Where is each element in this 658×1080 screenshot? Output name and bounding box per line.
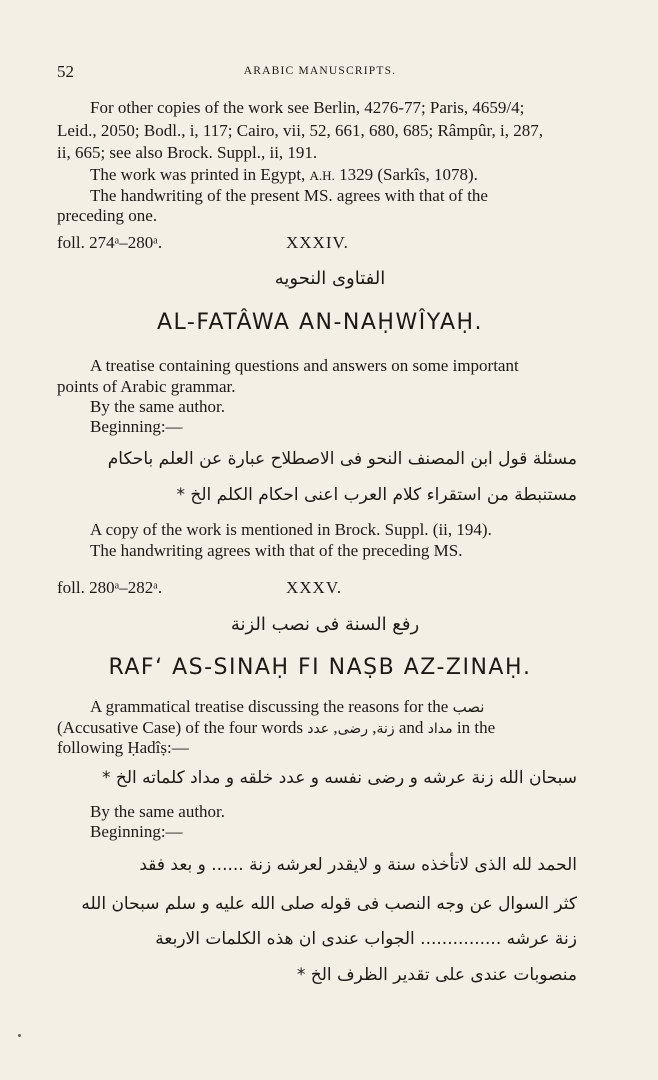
section-numeral: XXXV. bbox=[286, 578, 343, 597]
intro-line: The handwriting of the present MS. agrees with that of the bbox=[90, 186, 488, 205]
arabic-text-line: منصوبات عندى على تقدير الظرف الخ * bbox=[296, 965, 577, 985]
section-numeral: XXXIV. bbox=[286, 233, 349, 252]
description-line: A treatise containing questions and answers on some important bbox=[90, 356, 519, 375]
intro-line: ii, 665; see also Brock. Suppl., ii, 191. bbox=[57, 143, 318, 162]
section-title: AL-FATÂWA AN-NAḤWÎYAḤ. bbox=[156, 310, 484, 335]
arabic-title: رفع السنة فى نصب الزنة bbox=[230, 614, 420, 635]
description-text: A grammatical treatise discussing the reasons for the bbox=[90, 697, 449, 716]
arabic-text-line: كثر السوال عن وجه النصب فى قوله صلى الله عليه و سلم سبحان الله bbox=[81, 894, 577, 914]
description-text: and bbox=[398, 718, 424, 737]
section-title: RAF‘ AS-SINAḤ FI NAṢB AZ-ZINAḤ. bbox=[108, 655, 532, 680]
description-line: (Accusative Case) of the four words زنة, رضى, عدد and مداد in the bbox=[57, 718, 496, 737]
description-text: in the bbox=[456, 718, 496, 737]
running-head bbox=[57, 62, 583, 82]
page-number: 52 bbox=[57, 62, 74, 81]
description-line: points of Arabic grammar. bbox=[57, 377, 236, 396]
note-line: A copy of the work is mentioned in Brock. Suppl. (ii, 194). bbox=[90, 520, 492, 539]
arabic-title: الفتاوى النحويه bbox=[274, 268, 386, 289]
folio-reference: foll. 280ᵃ–282ᵃ. bbox=[57, 578, 163, 597]
arabic-hadith: سبحان الله زنة عرشه و رضى نفسه و عدد خلقه و مداد كلماته الخ * bbox=[101, 768, 577, 788]
arabic-text-line: مستنبطة من استقراء كلام العرب اعنى احكام الكلم الخ * bbox=[176, 485, 577, 505]
running-title: ARABIC MANUSCRIPTS. bbox=[243, 65, 397, 77]
description-line bbox=[90, 697, 484, 717]
arabic-text-line: الحمد لله الذى لاتأخذه سنة و لايقدر لعرشه زنة ...... و بعد فقد bbox=[139, 855, 577, 875]
intro-line: Leid., 2050; Bodl., i, 117; Cairo, vii, 52, 661, 680, 685; Râmpûr, i, 287, bbox=[57, 121, 544, 140]
note-line: The handwriting agrees with that of the preceding MS. bbox=[90, 541, 463, 560]
arabic-word: مداد bbox=[427, 721, 453, 737]
arabic-word: رضى bbox=[337, 721, 368, 737]
intro-text: 1329 (Sarkîs, 1078). bbox=[334, 165, 478, 184]
arabic-word: عدد bbox=[307, 721, 330, 737]
intro-line: For other copies of the work see Berlin, 4276-77; Paris, 4659/4; bbox=[90, 98, 525, 117]
intro-text: The work was printed in Egypt, bbox=[90, 165, 310, 184]
arabic-text-line: مسئلة قول ابن المصنف النحو فى الاصطلاح عبارة عن العلم باحكام bbox=[107, 449, 577, 469]
intro-line bbox=[90, 165, 478, 186]
ink-speck bbox=[18, 1034, 21, 1037]
intro-line: preceding one. bbox=[57, 206, 158, 225]
author-line: By the same author. bbox=[90, 397, 226, 416]
beginning-label: Beginning:— bbox=[90, 417, 183, 436]
era-abbrev: A.H. bbox=[309, 168, 335, 183]
beginning-label: Beginning:— bbox=[90, 822, 183, 841]
description-line: following Ḥadîṣ:— bbox=[57, 738, 189, 757]
author-line: By the same author. bbox=[90, 802, 226, 821]
folio-reference: foll. 274ᵃ–280ᵃ. bbox=[57, 233, 163, 252]
description-text: (Accusative Case) of the four words bbox=[57, 718, 303, 737]
arabic-word: زنة bbox=[376, 721, 395, 737]
arabic-word: نصب bbox=[452, 698, 485, 716]
arabic-text-line: زنة عرشه ............... الجواب عندى ان هذه الكلمات الاربعة bbox=[155, 929, 577, 949]
